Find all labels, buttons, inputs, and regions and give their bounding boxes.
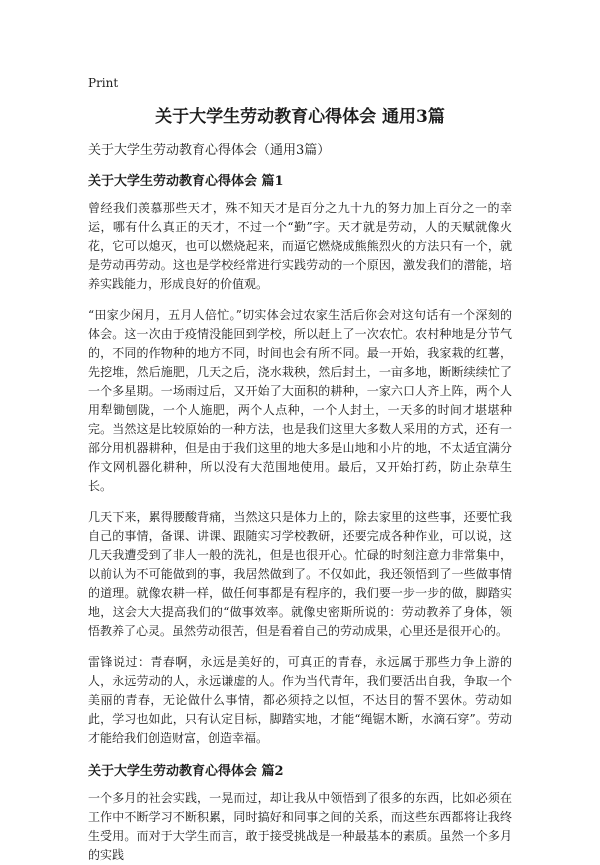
- section-heading: 关于大学生劳动教育心得体会 篇1: [88, 174, 284, 189]
- document-subtitle: 关于大学生劳动教育心得体会（通用3篇）: [88, 143, 331, 158]
- section-heading: 关于大学生劳动教育心得体会 篇2: [88, 764, 284, 779]
- paragraph: “田家少闲月，五月人倍忙。”切实体会过农家生活后你会对这句话有一个深刻的体会。这一次由于疫情没能回到学校，所以赶上了一次农忙。农村种地是分节气的，不同的作物种的地方不同，时间也会有所不同。最一开始，我家栽的红薯，先挖堆，然后施肥，几天之后，浇水栽秧，然后封土，一亩多地，断断续续忙了一个多星期。一场雨过后，又开始了大面积的耕种，一家六口人齐上阵，两个人用犁锄刨陇，一个人施肥，两个人点种，一个人封土，一天多的时间才堪堪种完。当然这是比较原始的一种方法，也是我们这里大多数人采用的方式，还有一部分用机器耕种，但是由于我们这里的地大多是山地和小片的地，不太适宜满分作文网机器化耕种，所以没有大范围地使用。最后，又开始打药，防止杂草生长。: [88, 308, 512, 493]
- print-link[interactable]: Print: [88, 76, 119, 90]
- document-title: 关于大学生劳动教育心得体会 通用3篇: [155, 107, 445, 127]
- paragraph: 几天下来，累得腰酸背痛，当然这只是体力上的，除去家里的这些事，还要忙我自己的事情，备课、讲课、跟随实习学校教研，还要完成各种作业，可以说，这几天我遭受到了非人一般的洗礼，但是也很开心。忙碌的时刻注意力非常集中，以前认为不可能做到的事，我居然做到了。不仅如此，我还领悟到了一些做事情的道理。就像农耕一样，做任何事都是有程序的，我们要一步一步的做，脚踏实地，这会大大提高我们的“做事效率。就像史密斯所说的：劳动教养了身体，领悟教养了心灵。虽然劳动很苦，但是看着自己的劳动成果，心里还是很开心的。: [88, 510, 512, 638]
- paragraph: 一个多月的社会实践，一晃而过，却让我从中领悟到了很多的东西，比如必须在工作中不断学习不断积累，同时搞好和同事之间的关系，而这些东西都将让我终生受用。而对于大学生而言，敢于接受挑战是一种最基本的素质。虽然一个多月的实践: [88, 791, 512, 862]
- paragraph: 曾经我们羡慕那些天才，殊不知天才是百分之九十九的努力加上百分之一的幸运，哪有什么真正的天才，不过一个“勤”字。天才就是劳动，人的天赋就像火花，它可以熄灭，也可以燃烧起来，而逼它燃烧成熊熊烈火的方法只有一个，就是劳动再劳动。这也是学校经常进行实践劳动的一个原因，激发我们的潜能，培养实践能力，形成良好的价值观。: [88, 201, 512, 291]
- paragraph: 雷锋说过：青春啊，永远是美好的，可真正的青春，永远属于那些力争上游的人，永远劳动的人，永远谦虚的人。作为当代青年，我们要活出自我，争取一个美丽的青春，无论做什么事情，都必须持之以恒，不达目的誓不罢休。劳动如此，学习也如此，只有认定目标，脚踏实地，才能“绳锯木断，水滴石穿”。劳动才能给我们创造财富，创造幸福。: [88, 655, 512, 745]
